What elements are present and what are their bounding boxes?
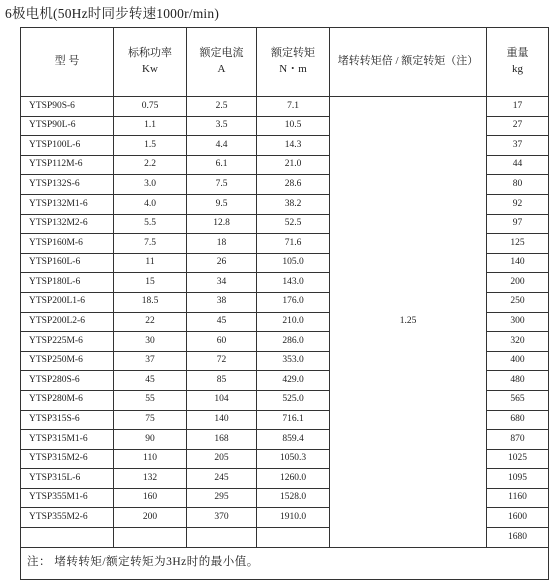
cell-power: 11 [114, 253, 187, 273]
cell-current: 18 [187, 234, 257, 254]
cell-power: 0.75 [114, 97, 187, 117]
cell-weight: 80 [487, 175, 549, 195]
cell-model: YTSP90S-6 [21, 97, 114, 117]
cell-torque: 14.3 [257, 136, 330, 156]
cell-weight: 27 [487, 116, 549, 136]
header-weight-unit: kg [512, 63, 523, 75]
cell-torque: 1910.0 [257, 508, 330, 528]
note-row [21, 547, 549, 579]
header-current-label: 额定电流 [199, 47, 244, 60]
cell-empty [21, 528, 114, 548]
cell-model: YTSP315M2-6 [21, 449, 114, 469]
cell-weight: 200 [487, 273, 549, 293]
cell-power: 1.1 [114, 116, 187, 136]
cell-torque: 71.6 [257, 234, 330, 254]
cell-current: 38 [187, 292, 257, 312]
cell-torque: 859.4 [257, 430, 330, 450]
cell-weight: 320 [487, 332, 549, 352]
cell-current: 26 [187, 253, 257, 273]
cell-empty [257, 528, 330, 548]
cell-model: YTSP180L-6 [21, 273, 114, 293]
cell-power: 7.5 [114, 234, 187, 254]
cell-weight: 680 [487, 410, 549, 430]
cell-power: 132 [114, 469, 187, 489]
cell-ratio-merged: 1.25 [330, 97, 487, 548]
cell-power: 18.5 [114, 292, 187, 312]
table-body [21, 97, 549, 548]
cell-torque: 176.0 [257, 292, 330, 312]
cell-model: YTSP160M-6 [21, 234, 114, 254]
cell-model: YTSP132M1-6 [21, 194, 114, 214]
cell-model: YTSP355M2-6 [21, 508, 114, 528]
cell-model: YTSP315L-6 [21, 469, 114, 489]
header-ratio: 堵转转矩倍 / 额定转矩（注） [330, 28, 487, 97]
cell-model: YTSP315M1-6 [21, 430, 114, 450]
cell-model: YTSP132M2-6 [21, 214, 114, 234]
cell-power: 30 [114, 332, 187, 352]
cell-power: 110 [114, 449, 187, 469]
cell-torque: 716.1 [257, 410, 330, 430]
cell-weight: 480 [487, 371, 549, 391]
cell-current: 2.5 [187, 97, 257, 117]
cell-power: 90 [114, 430, 187, 450]
cell-torque: 286.0 [257, 332, 330, 352]
cell-model: YTSP112M-6 [21, 155, 114, 175]
table-note: 注： 堵转转矩/额定转矩为3Hz时的最小值。 [21, 547, 549, 579]
cell-model: YTSP355M1-6 [21, 488, 114, 508]
table-caption: 6极电机(50Hz时同步转速1000r/min) [5, 6, 220, 21]
cell-torque: 353.0 [257, 351, 330, 371]
cell-empty [187, 528, 257, 548]
motor-spec-table [20, 27, 549, 580]
cell-model: YTSP200L1-6 [21, 292, 114, 312]
cell-torque: 28.6 [257, 175, 330, 195]
cell-current: 7.5 [187, 175, 257, 195]
cell-weight: 17 [487, 97, 549, 117]
cell-power: 1.5 [114, 136, 187, 156]
cell-power: 45 [114, 371, 187, 391]
cell-weight: 1680 [487, 528, 549, 548]
cell-current: 104 [187, 390, 257, 410]
cell-model: YTSP280M-6 [21, 390, 114, 410]
cell-weight: 140 [487, 253, 549, 273]
cell-weight: 97 [487, 214, 549, 234]
cell-weight: 300 [487, 312, 549, 332]
cell-current: 245 [187, 469, 257, 489]
cell-power: 200 [114, 508, 187, 528]
cell-current: 60 [187, 332, 257, 352]
cell-model: YTSP100L-6 [21, 136, 114, 156]
cell-current: 34 [187, 273, 257, 293]
cell-weight: 1025 [487, 449, 549, 469]
header-power-unit: Kw [142, 63, 158, 75]
cell-power: 4.0 [114, 194, 187, 214]
cell-power: 55 [114, 390, 187, 410]
cell-weight: 870 [487, 430, 549, 450]
cell-torque: 38.2 [257, 194, 330, 214]
cell-model: YTSP160L-6 [21, 253, 114, 273]
cell-torque: 210.0 [257, 312, 330, 332]
cell-current: 3.5 [187, 116, 257, 136]
table-row [21, 97, 549, 117]
cell-weight: 250 [487, 292, 549, 312]
header-torque-label: 额定转矩 [271, 47, 315, 60]
cell-current: 295 [187, 488, 257, 508]
cell-torque: 1260.0 [257, 469, 330, 489]
cell-torque: 105.0 [257, 253, 330, 273]
cell-torque: 52.5 [257, 214, 330, 234]
cell-torque: 525.0 [257, 390, 330, 410]
cell-power: 37 [114, 351, 187, 371]
cell-weight: 1600 [487, 508, 549, 528]
cell-current: 4.4 [187, 136, 257, 156]
header-weight-label: 重量 [506, 47, 529, 60]
cell-weight: 44 [487, 155, 549, 175]
cell-torque: 7.1 [257, 97, 330, 117]
cell-weight: 1160 [487, 488, 549, 508]
cell-power: 22 [114, 312, 187, 332]
cell-torque: 10.5 [257, 116, 330, 136]
cell-power: 3.0 [114, 175, 187, 195]
header-weight [487, 28, 549, 97]
cell-model: YTSP315S-6 [21, 410, 114, 430]
cell-power: 15 [114, 273, 187, 293]
cell-model: YTSP225M-6 [21, 332, 114, 352]
cell-current: 9.5 [187, 194, 257, 214]
cell-current: 12.8 [187, 214, 257, 234]
cell-weight: 400 [487, 351, 549, 371]
cell-weight: 92 [487, 194, 549, 214]
cell-current: 72 [187, 351, 257, 371]
cell-weight: 37 [487, 136, 549, 156]
cell-empty [114, 528, 187, 548]
cell-current: 85 [187, 371, 257, 391]
cell-torque: 429.0 [257, 371, 330, 391]
cell-current: 45 [187, 312, 257, 332]
table-header-row [21, 28, 549, 97]
header-current [187, 28, 257, 97]
cell-model: YTSP132S-6 [21, 175, 114, 195]
header-model: 型 号 [21, 28, 114, 97]
header-power [114, 28, 187, 97]
cell-current: 140 [187, 410, 257, 430]
cell-model: YTSP90L-6 [21, 116, 114, 136]
cell-weight: 125 [487, 234, 549, 254]
cell-current: 205 [187, 449, 257, 469]
cell-power: 2.2 [114, 155, 187, 175]
cell-power: 160 [114, 488, 187, 508]
cell-current: 6.1 [187, 155, 257, 175]
cell-torque: 143.0 [257, 273, 330, 293]
cell-model: YTSP200L2-6 [21, 312, 114, 332]
cell-current: 168 [187, 430, 257, 450]
cell-current: 370 [187, 508, 257, 528]
cell-power: 75 [114, 410, 187, 430]
cell-torque: 1050.3 [257, 449, 330, 469]
cell-weight: 565 [487, 390, 549, 410]
cell-torque: 1528.0 [257, 488, 330, 508]
header-power-label: 标称功率 [128, 47, 172, 60]
cell-power: 5.5 [114, 214, 187, 234]
cell-model: YTSP280S-6 [21, 371, 114, 391]
header-current-unit: A [217, 63, 226, 75]
cell-torque: 21.0 [257, 155, 330, 175]
header-torque [257, 28, 330, 97]
header-torque-unit: N・m [279, 63, 307, 75]
cell-weight: 1095 [487, 469, 549, 489]
cell-model: YTSP250M-6 [21, 351, 114, 371]
